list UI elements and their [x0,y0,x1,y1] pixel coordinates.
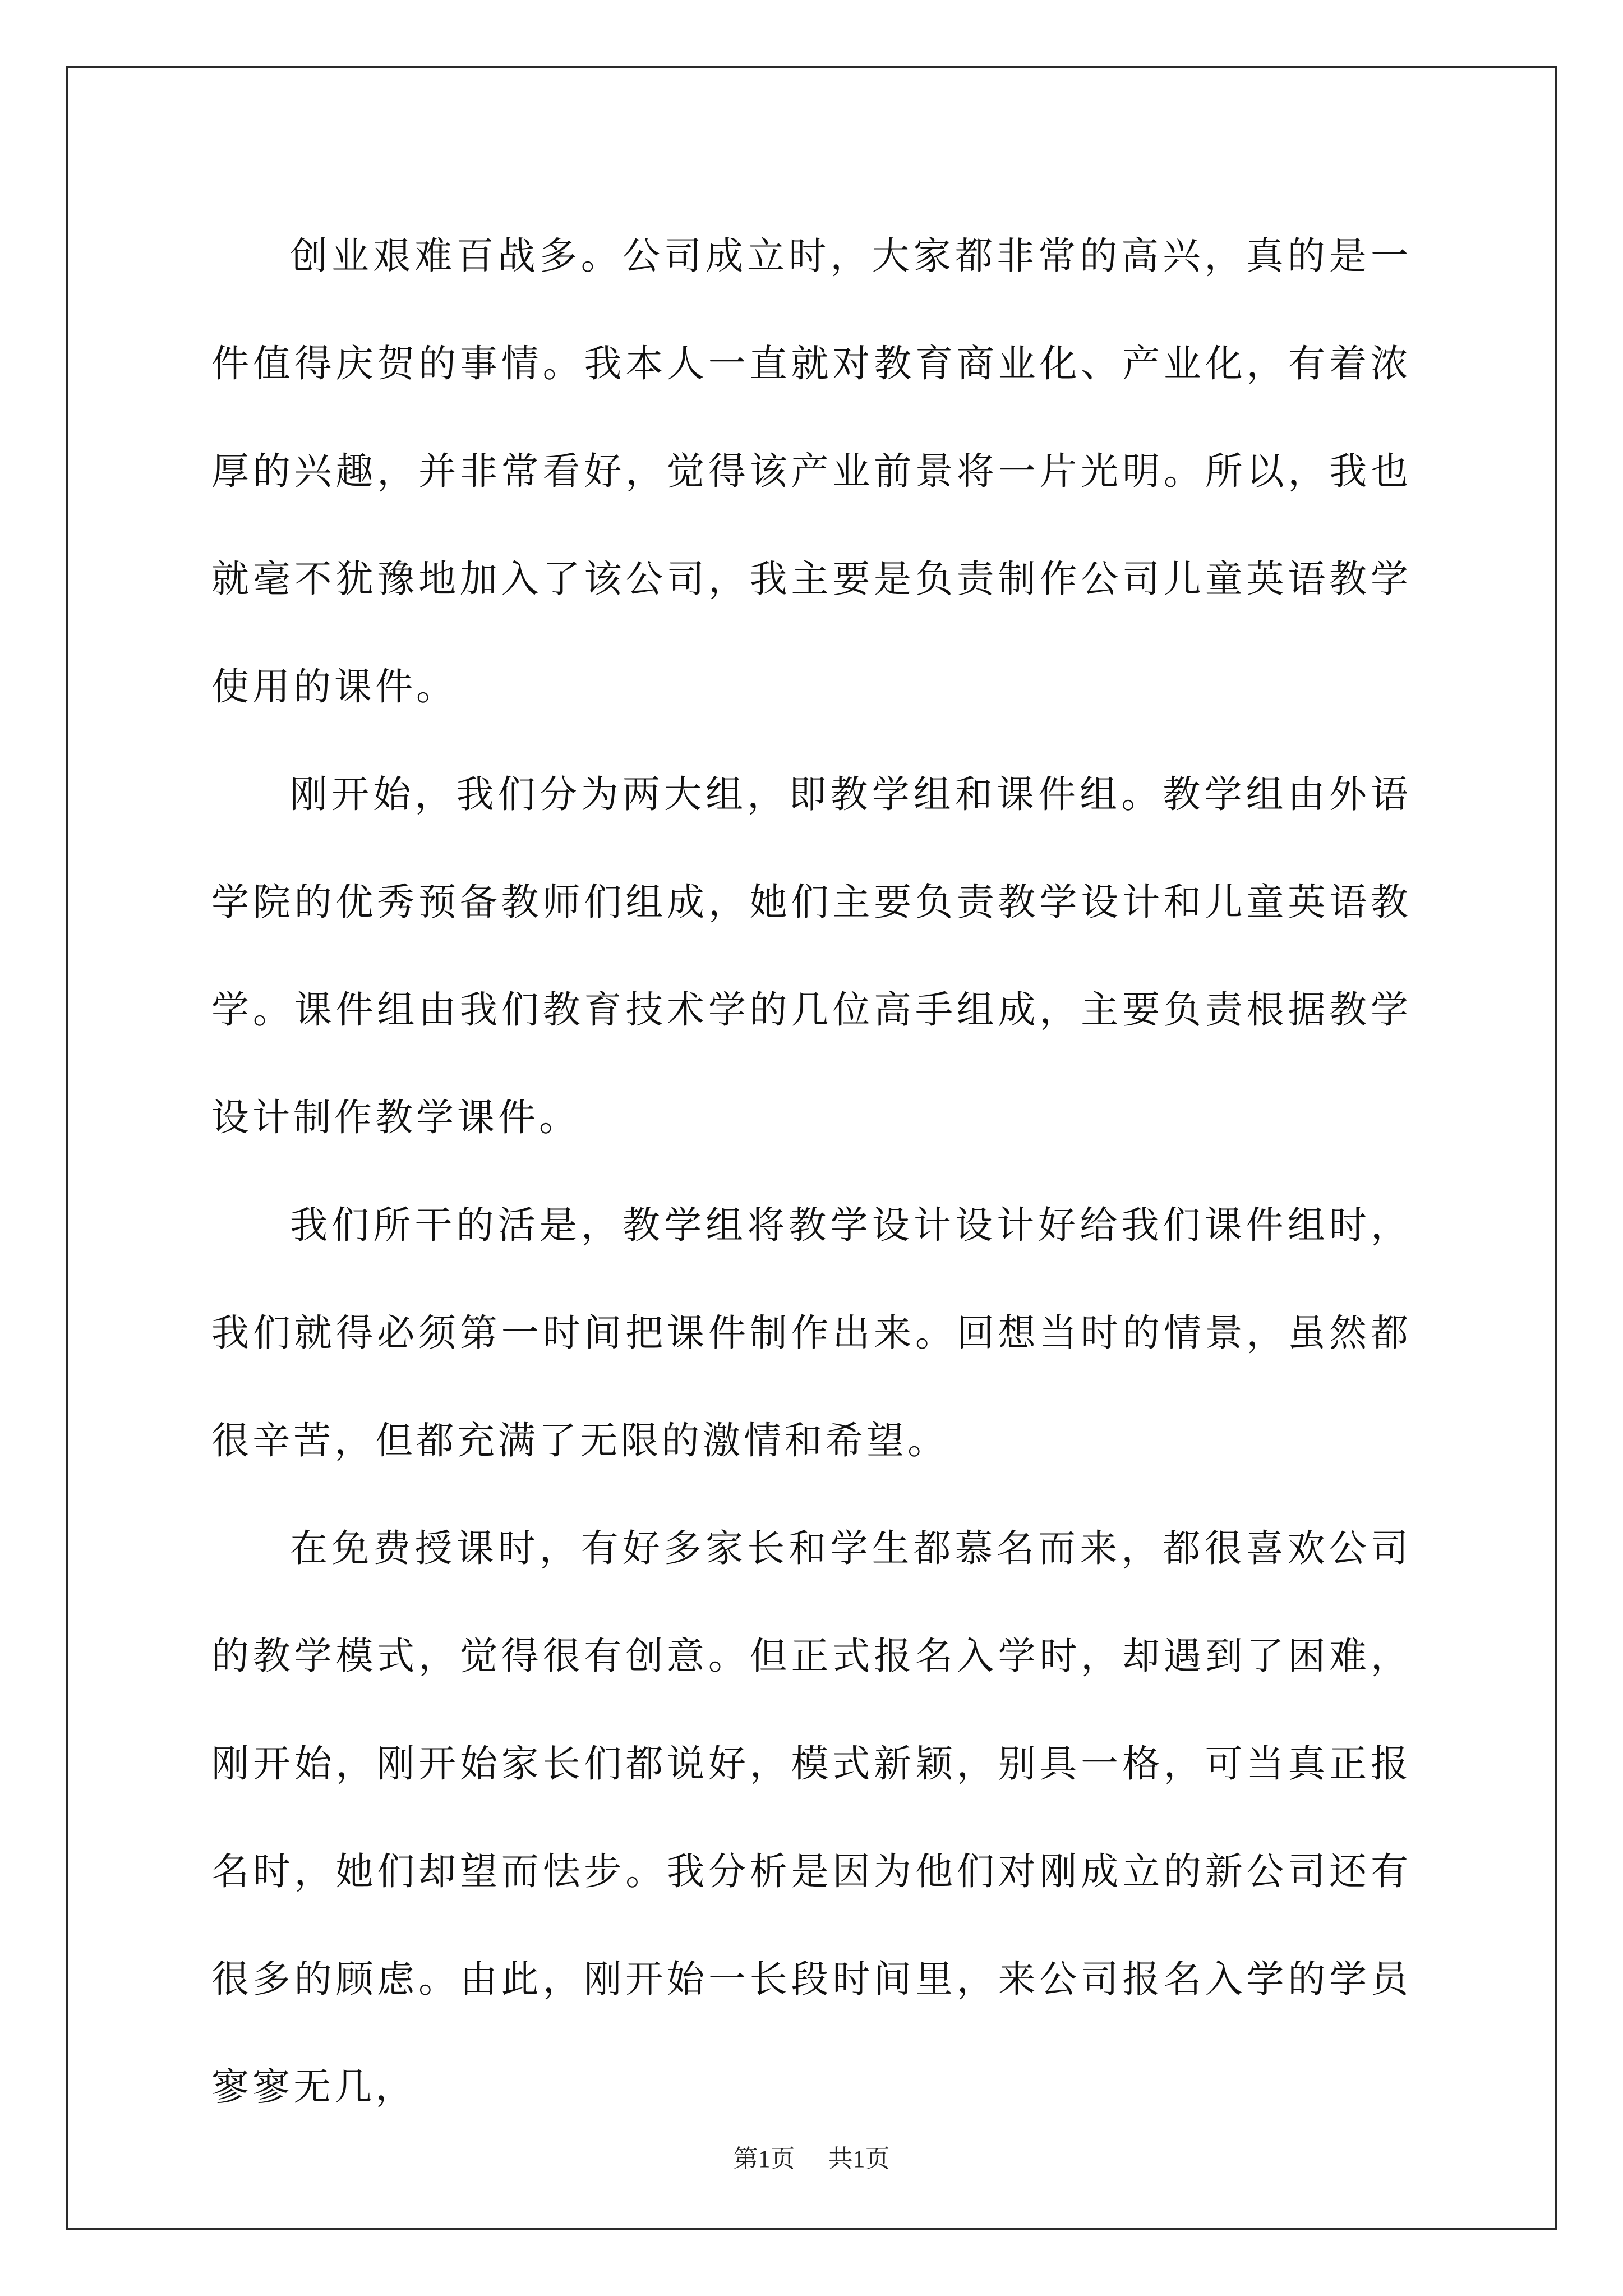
paragraph-4: 在免费授课时，有好多家长和学生都慕名而来，都很喜欢公司的教学模式，觉得很有创意。但正式报名入学时，却遇到了困难，刚开始，刚开始家长们都说好，模式新颖，别具一格，可当真正报名时，她们却望而怯步。我分析是因为他们对刚成立的新公司还有很多的顾虑。由此，刚开始一长段时间里，来公司报名入学的学员寥寥无几， [211,1526,1412,2109]
page-footer [0,2138,1623,2174]
page-total: 共1页 [828,2145,890,2173]
document-body [211,202,1412,2141]
paragraph-2: 刚开始，我们分为两大组，即教学组和课件组。教学组由外语学院的优秀预备教师们组成，她们主要负责教学设计和儿童英语教学。课件组由我们教育技术学的几位高手组成，主要负责根据教学设计制作教学课件。 [211,772,1412,1139]
page-number: 第1页 [733,2145,795,2173]
paragraph-1: 创业艰难百战多。公司成立时，大家都非常的高兴，真的是一件值得庆贺的事情。我本人一直就对教育商业化、产业化，有着浓厚的兴趣，并非常看好，觉得该产业前景将一片光明。所以，我也就毫不犹豫地加入了该公司，我主要是负责制作公司儿童英语教学使用的课件。 [211,234,1412,708]
paragraph-3: 我们所干的活是，教学组将教学设计设计好给我们课件组时，我们就得必须第一时间把课件制作出来。回想当时的情景，虽然都很辛苦，但都充满了无限的激情和希望。 [211,1203,1412,1462]
